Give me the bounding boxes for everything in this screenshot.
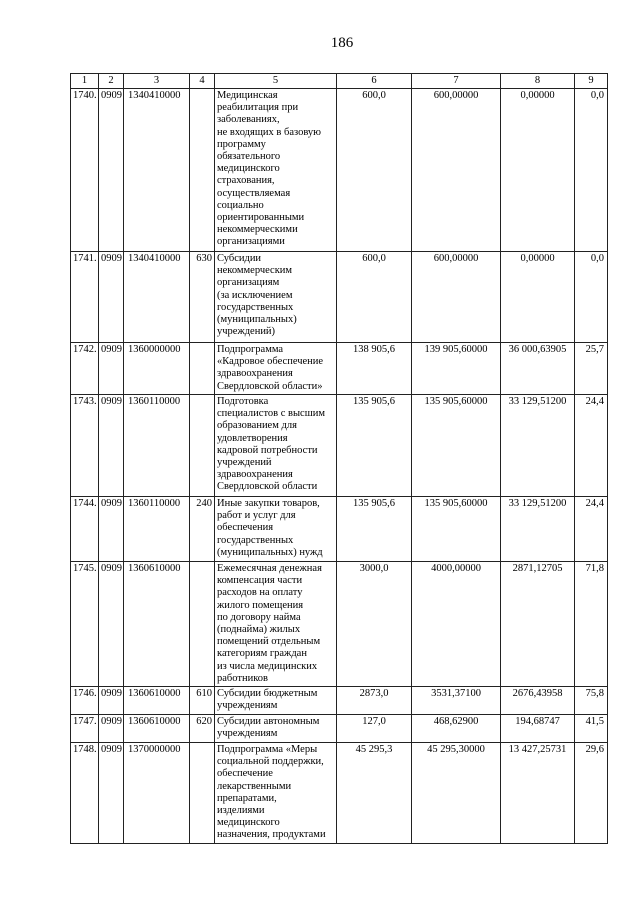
- row-number: 1742.: [71, 343, 99, 395]
- execution-percent: 41,5: [575, 715, 608, 743]
- target-code: 1360110000: [124, 395, 190, 497]
- execution-percent: 0,0: [575, 89, 608, 252]
- executed-amount: 36 000,63905: [501, 343, 575, 395]
- expense-type-code: 610: [190, 687, 215, 715]
- target-code: 1370000000: [124, 743, 190, 844]
- expense-type-code: [190, 562, 215, 687]
- executed-amount: 2871,12705: [501, 562, 575, 687]
- target-code: 1340410000: [124, 252, 190, 343]
- section-code: 0909: [99, 497, 124, 562]
- expense-name-text: Субсидии бюджетным учреждениям: [217, 688, 318, 712]
- section-code: 0909: [99, 743, 124, 844]
- table-row: [71, 715, 608, 743]
- executed-amount: 0,00000: [501, 252, 575, 343]
- expense-name: [215, 743, 337, 844]
- expense-name-text: Медицинская реабилитация при заболеваниях, не входящих в базовую программу обязательного медицинского страхования, осуществляемая социально ориентированными некоммерческими организациями: [217, 90, 322, 248]
- target-code: 1360610000: [124, 562, 190, 687]
- executed-amount: 0,00000: [501, 89, 575, 252]
- refined-amount: 135 905,60000: [412, 395, 501, 497]
- expense-name: [215, 252, 337, 343]
- column-header: 6: [337, 74, 412, 89]
- expense-name: [215, 395, 337, 497]
- target-code: 1360610000: [124, 715, 190, 743]
- refined-amount: 600,00000: [412, 89, 501, 252]
- table-row: [71, 562, 608, 687]
- target-code: 1360110000: [124, 497, 190, 562]
- plan-amount: 2873,0: [337, 687, 412, 715]
- column-header: 9: [575, 74, 608, 89]
- budget-table: [70, 73, 608, 844]
- execution-percent: 24,4: [575, 497, 608, 562]
- section-code: 0909: [99, 715, 124, 743]
- expense-name-text: Субсидии некоммерческим организациям (за исключением государственных (муниципальных) учреждений): [217, 253, 297, 338]
- expense-type-code: [190, 395, 215, 497]
- column-header: 2: [99, 74, 124, 89]
- execution-percent: 71,8: [575, 562, 608, 687]
- row-number: 1745.: [71, 562, 99, 687]
- target-code: 1360610000: [124, 687, 190, 715]
- table-row: [71, 343, 608, 395]
- expense-type-code: 630: [190, 252, 215, 343]
- column-header: 5: [215, 74, 337, 89]
- column-header: 3: [124, 74, 190, 89]
- plan-amount: 135 905,6: [337, 497, 412, 562]
- executed-amount: 13 427,25731: [501, 743, 575, 844]
- table-row: [71, 89, 608, 252]
- row-number: 1740.: [71, 89, 99, 252]
- expense-name: [215, 343, 337, 395]
- expense-name-text: Ежемесячная денежная компенсация части расходов на оплату жилого помещения по договору найма (поднайма) жилых помещений отдельным категориям граждан из числа медицинских работников: [217, 563, 322, 684]
- executed-amount: 33 129,51200: [501, 395, 575, 497]
- target-code: 1360000000: [124, 343, 190, 395]
- expense-name-text: Подпрограмма «Меры социальной поддержки, обеспечение лекарственными препаратами, изделиями медицинского назначения, продуктами: [217, 744, 326, 841]
- plan-amount: 138 905,6: [337, 343, 412, 395]
- expense-name-text: Подготовка специалистов с высшим образованием для удовлетворения кадровой потребности учреждений здравоохранения Свердловской области: [217, 396, 326, 493]
- section-code: 0909: [99, 89, 124, 252]
- column-header: 4: [190, 74, 215, 89]
- column-header: 7: [412, 74, 501, 89]
- column-header: 8: [501, 74, 575, 89]
- expense-name-text: Субсидии автономным учреждениям: [217, 716, 320, 740]
- execution-percent: 0,0: [575, 252, 608, 343]
- expense-name: [215, 89, 337, 252]
- plan-amount: 600,0: [337, 89, 412, 252]
- expense-name: [215, 497, 337, 562]
- execution-percent: 29,6: [575, 743, 608, 844]
- expense-name: [215, 715, 337, 743]
- target-code: 1340410000: [124, 89, 190, 252]
- section-code: 0909: [99, 252, 124, 343]
- table-row: [71, 497, 608, 562]
- expense-type-code: [190, 343, 215, 395]
- expense-type-code: 240: [190, 497, 215, 562]
- table-header-row: [71, 74, 608, 89]
- refined-amount: 135 905,60000: [412, 497, 501, 562]
- refined-amount: 468,62900: [412, 715, 501, 743]
- plan-amount: 135 905,6: [337, 395, 412, 497]
- refined-amount: 600,00000: [412, 252, 501, 343]
- refined-amount: 139 905,60000: [412, 343, 501, 395]
- row-number: 1743.: [71, 395, 99, 497]
- expense-type-code: 620: [190, 715, 215, 743]
- executed-amount: 33 129,51200: [501, 497, 575, 562]
- execution-percent: 75,8: [575, 687, 608, 715]
- plan-amount: 127,0: [337, 715, 412, 743]
- row-number: 1741.: [71, 252, 99, 343]
- table-row: [71, 687, 608, 715]
- execution-percent: 25,7: [575, 343, 608, 395]
- row-number: 1744.: [71, 497, 99, 562]
- refined-amount: 4000,00000: [412, 562, 501, 687]
- table-row: [71, 252, 608, 343]
- expense-name: [215, 687, 337, 715]
- expense-name-text: Подпрограмма «Кадровое обеспечение здравоохранения Свердловской области»: [217, 344, 324, 392]
- refined-amount: 45 295,30000: [412, 743, 501, 844]
- row-number: 1747.: [71, 715, 99, 743]
- executed-amount: 2676,43958: [501, 687, 575, 715]
- expense-type-code: [190, 89, 215, 252]
- row-number: 1746.: [71, 687, 99, 715]
- section-code: 0909: [99, 687, 124, 715]
- table-row: [71, 743, 608, 844]
- section-code: 0909: [99, 343, 124, 395]
- expense-name-text: Иные закупки товаров, работ и услуг для обеспечения государственных (муниципальных) нужд: [217, 498, 323, 558]
- section-code: 0909: [99, 395, 124, 497]
- plan-amount: 600,0: [337, 252, 412, 343]
- table-row: [71, 395, 608, 497]
- expense-type-code: [190, 743, 215, 844]
- expense-name: [215, 562, 337, 687]
- plan-amount: 3000,0: [337, 562, 412, 687]
- execution-percent: 24,4: [575, 395, 608, 497]
- row-number: 1748.: [71, 743, 99, 844]
- column-header: 1: [71, 74, 99, 89]
- executed-amount: 194,68747: [501, 715, 575, 743]
- section-code: 0909: [99, 562, 124, 687]
- refined-amount: 3531,37100: [412, 687, 501, 715]
- page-number: 186: [330, 35, 354, 51]
- plan-amount: 45 295,3: [337, 743, 412, 844]
